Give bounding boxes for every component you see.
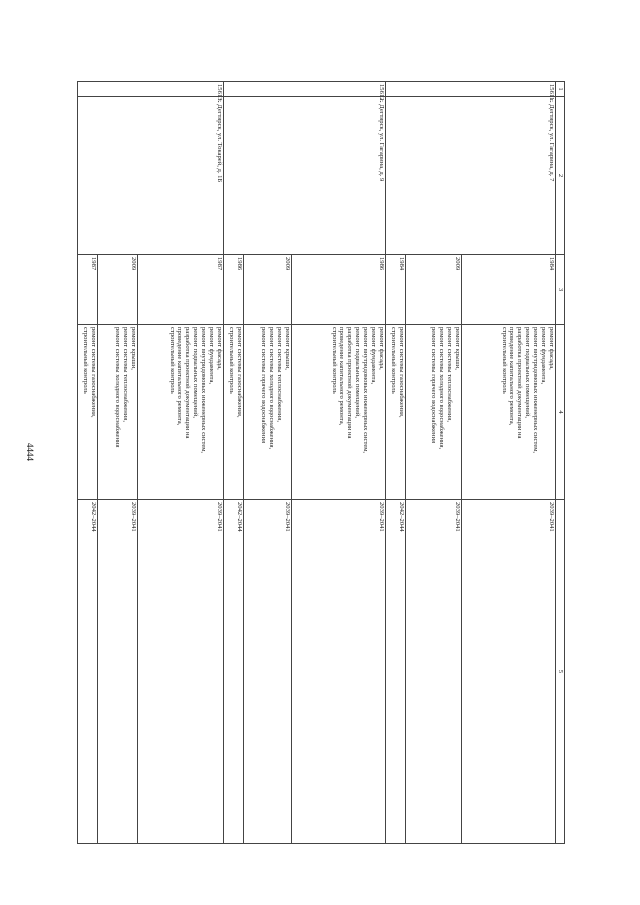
work-item: ремонт подвальных помещений, (192, 327, 200, 418)
page-number: 4444 (25, 443, 35, 461)
work-item: разработка проектной документации на (516, 327, 524, 439)
header-cell: 4 (556, 325, 565, 500)
work-item: ремонт системы горячего водоснабжения (430, 327, 438, 444)
work-item: ремонт системы теплоснабжения, (122, 327, 130, 422)
address-cell: г. Дегтярск, ул. Гагарина, д. 9 (224, 97, 386, 255)
work-item: ремонт фундамента, (208, 327, 216, 385)
year-cell: 1984 (462, 255, 556, 325)
table-body (78, 82, 556, 844)
address-cell: г. Дегтярск, ул. Токарей, д. 1Б (78, 97, 224, 255)
work-item: ремонт подвальных помещений, (354, 327, 362, 418)
work-cell (462, 325, 556, 500)
work-item: ремонт системы теплоснабжения, (446, 327, 454, 422)
period-cell: 2042–2044 (78, 500, 98, 844)
work-cell (244, 325, 292, 500)
work-item: ремонт внутридомовых инженерных систем, (532, 327, 540, 454)
work-item: ремонт внутридомовых инженерных систем, (362, 327, 370, 454)
period-cell: 2042–2044 (224, 500, 244, 844)
period-cell: 2042–2044 (386, 500, 406, 844)
work-item: ремонт системы холодного водоснабжения (114, 327, 122, 448)
work-item: ремонт системы газоснабжения, (90, 327, 97, 418)
work-item: ремонт фасада, (378, 327, 385, 370)
period-cell: 2039–2041 (138, 500, 224, 844)
work-item: строительный контроль (500, 327, 508, 394)
repair-schedule-table (77, 81, 565, 844)
period-cell: 2039–2041 (406, 500, 462, 844)
table-row (138, 82, 224, 844)
period-cell: 2039–2041 (244, 500, 292, 844)
header-cell: 2 (556, 97, 565, 255)
work-item: проведение капитального ремонта, (176, 327, 184, 426)
work-item: ремонт фундамента, (370, 327, 378, 385)
work-item: ремонт системы газоснабжения, (236, 327, 243, 418)
work-item: ремонт системы теплоснабжения, (276, 327, 284, 422)
address-cell: г. Дегтярск, ул. Гагарина, д. 7 (386, 97, 556, 255)
table-row (462, 82, 556, 844)
work-item: строительный контроль (82, 327, 90, 394)
header-cell: 3 (556, 255, 565, 325)
row-number: 15612. (224, 82, 386, 97)
year-cell: 1986 (224, 255, 244, 325)
work-item: ремонт подвальных помещений, (524, 327, 532, 418)
work-item: проведение капитального ремонта, (338, 327, 346, 426)
work-item: ремонт фасада, (216, 327, 223, 370)
work-item: ремонт крыши, (130, 327, 137, 370)
period-cell: 2039–2041 (292, 500, 386, 844)
work-item: разработка проектной документации на (346, 327, 354, 439)
year-cell: 2009 (98, 255, 138, 325)
work-item: ремонт крыши, (284, 327, 291, 370)
work-cell (78, 325, 98, 500)
table-row (292, 82, 386, 844)
work-item: ремонт фундамента, (540, 327, 548, 385)
year-cell: 1986 (292, 255, 386, 325)
work-item: ремонт системы холодного водоснабжения, (438, 327, 446, 450)
work-item: ремонт системы горячего водоснабжения (260, 327, 268, 444)
header-row (556, 82, 565, 844)
header-cell: 5 (556, 500, 565, 844)
work-item: ремонт системы холодного водоснабжения, (268, 327, 276, 450)
work-cell (98, 325, 138, 500)
work-item: строительный контроль (390, 327, 398, 394)
year-cell: 1984 (386, 255, 406, 325)
year-cell: 2009 (244, 255, 292, 325)
rotated-table-container (75, 81, 565, 844)
year-cell: 2009 (406, 255, 462, 325)
work-cell (138, 325, 224, 500)
work-cell (292, 325, 386, 500)
year-cell: 1987 (138, 255, 224, 325)
work-item: ремонт фасада, (548, 327, 555, 370)
work-item: разработка проектной документации на (184, 327, 192, 439)
period-cell: 2039–2041 (462, 500, 556, 844)
work-cell (386, 325, 406, 500)
work-cell (406, 325, 462, 500)
year-cell: 1987 (78, 255, 98, 325)
work-item: ремонт системы газоснабжения, (398, 327, 405, 418)
row-number: 15613. (78, 82, 224, 97)
work-cell (224, 325, 244, 500)
work-item: ремонт крыши, (454, 327, 461, 370)
header-cell: 1 (556, 82, 565, 97)
work-item: проведение капитального ремонта, (508, 327, 516, 426)
row-number: 15611. (386, 82, 556, 97)
work-item: строительный контроль (168, 327, 176, 394)
period-cell: 2039–2041 (98, 500, 138, 844)
work-item: ремонт внутридомовых инженерных систем, (200, 327, 208, 454)
work-item: строительный контроль (228, 327, 236, 394)
work-item: строительный контроль (330, 327, 338, 394)
